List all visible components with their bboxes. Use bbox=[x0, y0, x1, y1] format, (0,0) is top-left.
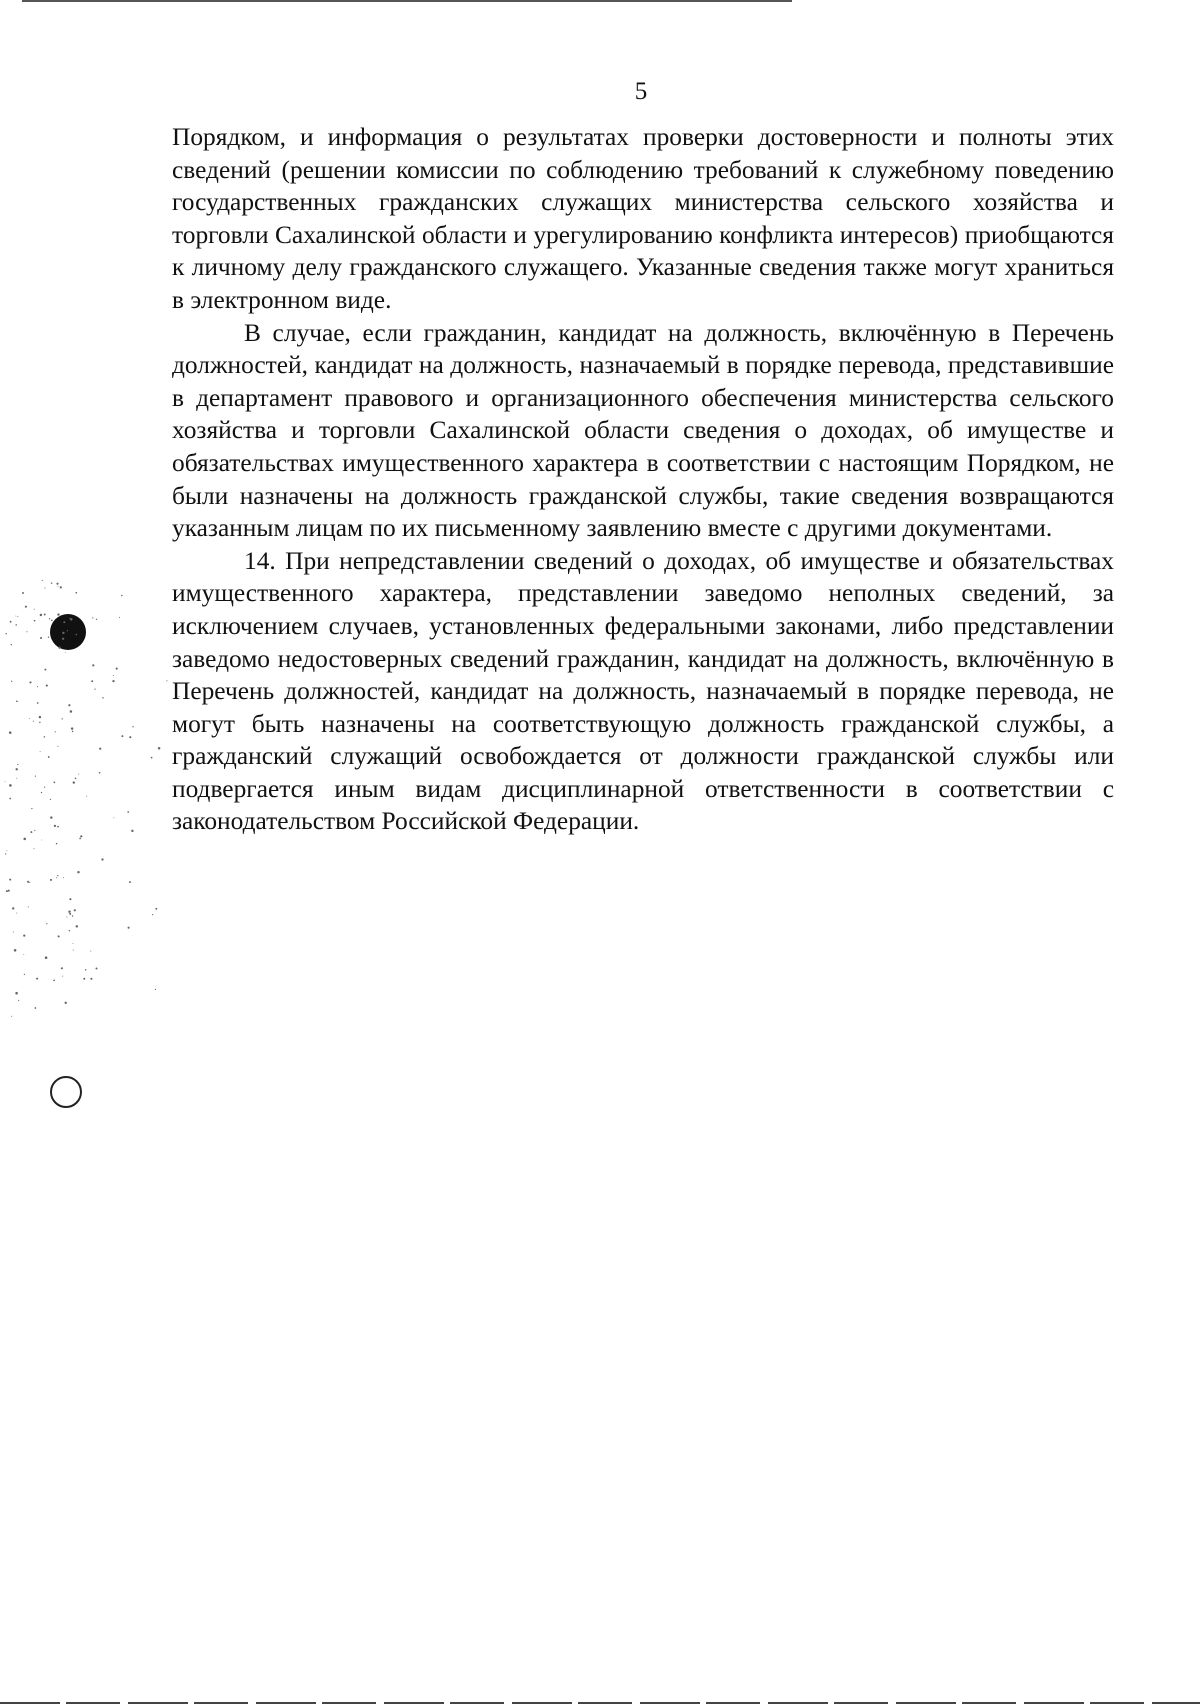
speckle-dot bbox=[50, 799, 51, 800]
document-body bbox=[172, 121, 1114, 838]
speckle-dot bbox=[16, 913, 17, 914]
speckle-dot bbox=[34, 620, 36, 622]
speckle-dot bbox=[62, 632, 64, 634]
speckle-dot bbox=[71, 727, 73, 729]
speckle-dot bbox=[48, 637, 49, 638]
speckle-dot bbox=[40, 637, 42, 639]
speckle-dot bbox=[113, 675, 114, 676]
speckle-dot bbox=[127, 811, 129, 813]
speckle-dot bbox=[166, 680, 167, 681]
speckle-dot bbox=[41, 840, 42, 841]
paragraph-return-of-documents: В случае, если гражданин, кандидат на должность, включённую в Перечень должностей, кандидат на должность, назначаемый в порядке перевода, представившие в департамент правового и организационного обеспечения министерства сельского хозяйства и торговли Сахалинской области сведения о доходах, об имуществе и обязательствах имущественного характера в соответствии с настоящим Порядком, не были назначены на должность гражданской службы, такие сведения возвращаются указанным лицам по их письменному заявлению вместе с другими документами. bbox=[172, 318, 1114, 543]
speckle-dot bbox=[99, 772, 101, 774]
speckle-dot bbox=[29, 882, 30, 883]
speckle-dot bbox=[57, 875, 58, 876]
speckle-dot bbox=[85, 969, 87, 971]
speckle-dot bbox=[53, 980, 55, 982]
speckle-dot bbox=[24, 974, 25, 975]
page-number: 5 bbox=[634, 78, 648, 105]
speckle-dot bbox=[11, 644, 12, 645]
speckle-dot bbox=[80, 835, 82, 837]
speckle-dot bbox=[92, 617, 93, 618]
speckle-dot bbox=[129, 881, 131, 883]
speckle-dot bbox=[51, 620, 53, 622]
speckle-dot bbox=[26, 631, 27, 632]
speckle-dot bbox=[55, 731, 56, 732]
speckle-dot bbox=[45, 956, 48, 959]
speckle-dot bbox=[44, 614, 46, 616]
speckle-dot bbox=[51, 582, 52, 583]
speckle-dot bbox=[78, 774, 79, 775]
speckle-dot bbox=[112, 680, 114, 682]
speckle-dot bbox=[40, 614, 42, 616]
speckle-dot bbox=[15, 992, 18, 995]
speckle-dot bbox=[63, 877, 64, 878]
speckle-dot bbox=[128, 927, 130, 929]
speckle-dot bbox=[33, 721, 34, 722]
speckle-dot bbox=[56, 843, 58, 845]
speckle-dot bbox=[58, 647, 60, 649]
speckle-dot bbox=[158, 747, 161, 750]
speckle-dot bbox=[155, 908, 157, 910]
speckle-dot bbox=[17, 616, 18, 617]
speckle-dot bbox=[57, 826, 59, 828]
scan-top-edge bbox=[22, 0, 792, 2]
speckle-dot bbox=[28, 906, 29, 907]
speckle-dot bbox=[39, 722, 40, 723]
speckle-dot bbox=[69, 898, 71, 900]
speckle-dot bbox=[67, 630, 68, 631]
speckle-dot bbox=[101, 858, 103, 860]
speckle-dot bbox=[23, 934, 25, 936]
speckle-dot bbox=[31, 808, 32, 809]
speckle-dot bbox=[37, 702, 39, 704]
speckle-dot bbox=[17, 764, 18, 765]
speckle-dot bbox=[113, 817, 114, 818]
speckle-dot bbox=[34, 609, 35, 610]
speckle-dot bbox=[132, 726, 133, 727]
speckle-dot bbox=[9, 731, 12, 734]
speckle-dot bbox=[9, 798, 11, 800]
speckle-dot bbox=[29, 718, 30, 719]
speckle-dot bbox=[11, 681, 12, 682]
speckle-dot bbox=[5, 781, 6, 782]
speckle-dot bbox=[34, 830, 35, 831]
speckle-dot bbox=[63, 621, 65, 623]
speckle-dot bbox=[35, 775, 36, 776]
speckle-dot bbox=[27, 881, 29, 883]
speckle-dot bbox=[9, 784, 12, 787]
speckle-dot bbox=[57, 746, 58, 747]
speckle-dot bbox=[6, 633, 7, 634]
speckle-dot bbox=[62, 976, 63, 977]
speckle-dot bbox=[121, 595, 123, 597]
speckle-dot bbox=[72, 915, 73, 916]
speckle-dot bbox=[73, 781, 75, 783]
speckle-dot bbox=[79, 838, 81, 840]
speckle-dot bbox=[48, 756, 50, 758]
paragraph-continuation: Порядком, и информация о результатах проверки достоверности и полноты этих сведений (решении комиссии по соблюдению требований к служебному поведению государственных гражданских служащих министерства сельского хозяйства и торговли Сахалинской области и урегулированию конфликта интересов) приобщаются к личному делу гражданского служащего. Указанные сведения также могут храниться в электронном виде. bbox=[172, 123, 1114, 314]
speckle-dot bbox=[11, 1016, 12, 1017]
speckle-dot bbox=[35, 1007, 37, 1009]
speckle-dot bbox=[22, 592, 24, 594]
speckle-dot bbox=[102, 697, 103, 698]
speckle-dot bbox=[76, 925, 78, 927]
speckle-dot bbox=[44, 669, 46, 671]
speckle-dot bbox=[37, 686, 38, 687]
speckle-dot bbox=[42, 580, 44, 581]
speckle-dot bbox=[25, 606, 27, 608]
speckle-dot bbox=[69, 618, 70, 619]
speckle-dot bbox=[16, 778, 17, 779]
speckle-dot bbox=[61, 967, 63, 969]
speckle-dot bbox=[90, 978, 92, 980]
speckle-dot bbox=[58, 586, 59, 587]
speckle-dot bbox=[62, 718, 63, 719]
speckle-dot bbox=[76, 634, 78, 636]
speckle-dot bbox=[9, 879, 11, 881]
speckle-dot bbox=[121, 735, 123, 737]
speckle-dot bbox=[73, 950, 74, 951]
speckle-dot bbox=[68, 910, 70, 912]
speckle-dot bbox=[46, 685, 48, 687]
speckle-dot bbox=[23, 838, 26, 841]
speckle-dot bbox=[75, 778, 77, 780]
speckle-dot bbox=[13, 931, 14, 932]
speckle-dot bbox=[18, 1000, 19, 1001]
speckle-dot bbox=[96, 968, 98, 970]
speckle-dot bbox=[36, 978, 38, 980]
speckle-dot bbox=[54, 782, 56, 784]
speckle-dot bbox=[46, 923, 47, 924]
speckle-dot bbox=[15, 616, 16, 617]
speckle-dot bbox=[65, 1002, 67, 1004]
speckle-dot bbox=[6, 890, 8, 892]
scan-speckle-noise bbox=[0, 580, 260, 1040]
speckle-dot bbox=[50, 816, 52, 818]
speckle-dot bbox=[44, 786, 45, 787]
speckle-dot bbox=[15, 768, 17, 770]
speckle-dot bbox=[151, 757, 153, 759]
speckle-dot bbox=[10, 621, 12, 623]
speckle-dot bbox=[16, 700, 18, 702]
speckle-dot bbox=[94, 688, 95, 689]
speckle-dot bbox=[60, 586, 62, 588]
speckle-dot bbox=[12, 907, 14, 909]
speckle-dot bbox=[15, 624, 17, 626]
binder-hole-empty bbox=[50, 1076, 82, 1108]
speckle-dot bbox=[57, 613, 59, 615]
speckle-dot bbox=[56, 583, 58, 585]
speckle-dot bbox=[72, 731, 74, 733]
speckle-dot bbox=[91, 680, 93, 682]
speckle-dot bbox=[33, 848, 34, 849]
speckle-dot bbox=[119, 617, 120, 618]
speckle-dot bbox=[179, 696, 180, 697]
speckle-dot bbox=[83, 978, 85, 980]
speckle-dot bbox=[8, 890, 10, 892]
speckle-dot bbox=[96, 619, 97, 620]
speckle-dot bbox=[90, 950, 91, 951]
speckle-dot bbox=[86, 796, 87, 797]
speckle-dot bbox=[73, 943, 74, 944]
speckle-dot bbox=[131, 830, 133, 832]
speckle-dot bbox=[69, 930, 70, 931]
speckle-dot bbox=[70, 618, 73, 621]
speckle-dot bbox=[68, 704, 70, 706]
speckle-dot bbox=[58, 935, 60, 937]
speckle-dot bbox=[152, 914, 153, 915]
speckle-dot bbox=[75, 592, 77, 594]
speckle-dot bbox=[49, 618, 50, 619]
speckle-dot bbox=[23, 954, 24, 955]
speckle-dot bbox=[50, 879, 52, 881]
speckle-dot bbox=[29, 681, 31, 683]
speckle-dot bbox=[40, 751, 41, 752]
speckle-dot bbox=[70, 710, 73, 713]
paragraph-item-14: 14. При непредставлении сведений о доходах, об имуществе и обязательствах имущественного характера, представлении заведомо неполных сведений, за исключением случаев, установленных федеральными законами, либо представлении заведомо недостоверных сведений гражданин, кандидат на должность, включённую в Перечень должностей, кандидат на должность, назначаемый в порядке перевода, не могут быть назначены на соответствующую должность гражданской службы, а гражданский служащий освобождается от должности гражданской службы или подвергается иным видам дисциплинарной ответственности в соответствии с законодательством Российской Федерации. bbox=[172, 546, 1114, 836]
speckle-dot bbox=[54, 825, 56, 827]
speckle-dot bbox=[44, 736, 46, 738]
speckle-dot bbox=[41, 792, 42, 793]
speckle-dot bbox=[6, 850, 7, 851]
speckle-dot bbox=[5, 853, 6, 854]
speckle-dot bbox=[62, 638, 64, 640]
speckle-dot bbox=[92, 664, 94, 666]
speckle-dot bbox=[116, 668, 118, 670]
speckle-dot bbox=[39, 716, 41, 718]
speckle-dot bbox=[65, 652, 66, 653]
speckle-dot bbox=[14, 949, 17, 952]
speckle-dot bbox=[77, 871, 79, 873]
speckle-dot bbox=[66, 917, 67, 918]
speckle-dot bbox=[69, 913, 71, 915]
speckle-dot bbox=[99, 748, 101, 750]
scan-bottom-edge bbox=[0, 1702, 1200, 1704]
speckle-dot bbox=[44, 587, 45, 588]
speckle-dot bbox=[30, 831, 32, 833]
speckle-dot bbox=[74, 909, 76, 911]
speckle-dot bbox=[129, 736, 131, 738]
speckle-dot bbox=[155, 989, 156, 990]
speckle-dot bbox=[56, 877, 57, 878]
